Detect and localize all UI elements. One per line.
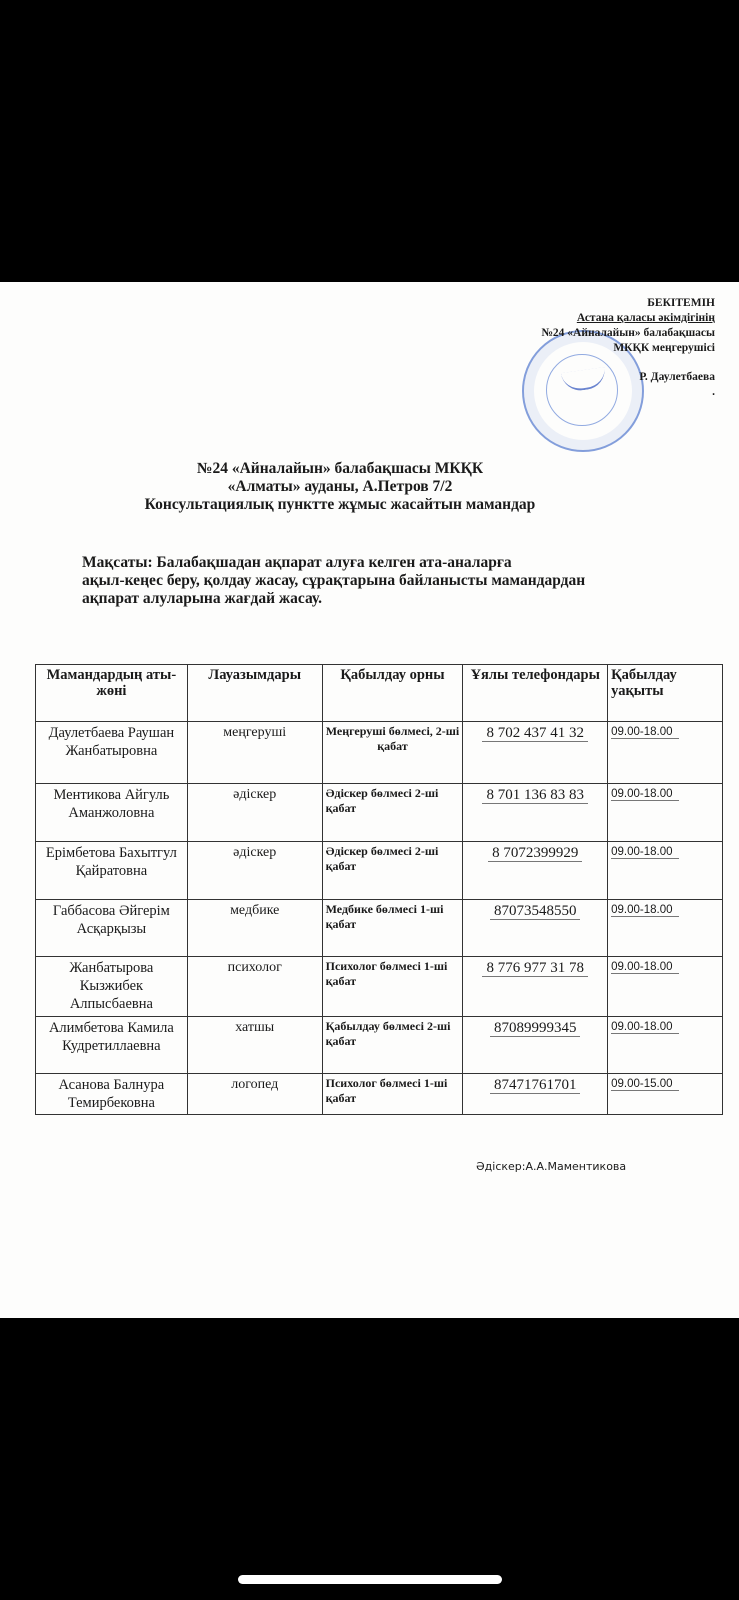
- goal-line-1: Мақсаты: Балабақшадан ақпарат алуға келген ата-аналарға: [82, 554, 512, 571]
- cell-phone: [463, 1017, 608, 1074]
- goal-line-3: ақпарат алуларына жағдай жасау.: [82, 590, 323, 607]
- cell-phone: [463, 957, 608, 1017]
- table-header-row: [36, 665, 723, 722]
- time-value: 09.00-18.00: [611, 846, 678, 859]
- cell-room: Әдіскер бөлмесі 2-ші қабат: [322, 842, 463, 900]
- table-row: [36, 900, 723, 957]
- cell-room: Психолог бөлмесі 1-ші қабат: [322, 957, 463, 1017]
- cell-time: [608, 1074, 723, 1115]
- document-page: [0, 282, 739, 1318]
- cell-position: хатшы: [187, 1017, 322, 1074]
- cell-position: әдіскер: [187, 784, 322, 842]
- header-time: Қабылдау уақыты: [608, 665, 723, 722]
- cell-room: Меңгеруші бөлмесі, 2-ші қабат: [322, 722, 463, 784]
- goal-line-2: ақыл-кеңес беру, қолдау жасау, сұрақтарына байланысты мамандардан: [82, 572, 586, 589]
- time-value: 09.00-18.00: [611, 1021, 678, 1034]
- cell-time: [608, 957, 723, 1017]
- cell-name: Алимбетова Камила Кудретиллаевна: [36, 1017, 188, 1074]
- cell-phone: [463, 842, 608, 900]
- table-row: [36, 784, 723, 842]
- table-row: [36, 722, 723, 784]
- table-row: [36, 842, 723, 900]
- approval-line-2: №24 «Айналайын» балабақшасы: [541, 327, 715, 339]
- approval-heading: БЕКІТЕМІН: [647, 297, 715, 309]
- staff-table: [35, 664, 723, 1115]
- cell-time: [608, 784, 723, 842]
- approval-signatory: Р. Даулетбаева: [639, 371, 715, 383]
- approval-line-3: МКҚК меңгерушісі: [613, 342, 715, 354]
- cell-name: Ментикова Айгуль Аманжоловна: [36, 784, 188, 842]
- phone-number: 8 701 136 83 83: [482, 787, 588, 804]
- cell-time: [608, 842, 723, 900]
- cell-position: логопед: [187, 1074, 322, 1115]
- cell-position: меңгеруші: [187, 722, 322, 784]
- cell-time: [608, 900, 723, 957]
- methodologist-signature: Әдіскер:А.А.Маментикова: [476, 1160, 627, 1173]
- time-value: 09.00-18.00: [611, 788, 678, 801]
- cell-name: Асанова Балнура Темирбековна: [36, 1074, 188, 1115]
- title-line-1: №24 «Айналайын» балабақшасы МКҚК: [196, 460, 484, 477]
- time-value: 09.00-15.00: [611, 1078, 678, 1091]
- header-room: Қабылдау орны: [322, 665, 463, 722]
- cell-room: Қабылдау бөлмесі 2-ші қабат: [322, 1017, 463, 1074]
- cell-name: Жанбатырова Кызжибек Алпысбаевна: [36, 957, 188, 1017]
- approval-dot: .: [712, 386, 715, 398]
- approval-block: [541, 296, 715, 400]
- title-line-3: Консультациялық пунктте жұмыс жасайтын мамандар: [144, 496, 536, 513]
- cell-room: Әдіскер бөлмесі 2-ші қабат: [322, 784, 463, 842]
- cell-phone: [463, 900, 608, 957]
- phone-number: 8 776 977 31 78: [482, 960, 588, 977]
- cell-room: Психолог бөлмесі 1-ші қабат: [322, 1074, 463, 1115]
- phone-number: 8 7072399929: [488, 845, 582, 862]
- table-row: [36, 1017, 723, 1074]
- document-title: [110, 460, 570, 514]
- approval-line-1: Астана қаласы әкімдігінің: [576, 312, 715, 324]
- cell-name: Габбасова Әйгерім Асқарқызы: [36, 900, 188, 957]
- phone-number: 87073548550: [490, 903, 581, 920]
- cell-position: медбике: [187, 900, 322, 957]
- cell-position: әдіскер: [187, 842, 322, 900]
- cell-phone: [463, 784, 608, 842]
- phone-number: 87089999345: [490, 1020, 581, 1037]
- table-row: [36, 957, 723, 1017]
- phone-number: 87471761701: [490, 1077, 581, 1094]
- header-phone: Ұялы телефондары: [463, 665, 608, 722]
- cell-name: Ерімбетова Бахытгул Қайратовна: [36, 842, 188, 900]
- header-position: Лауазымдары: [187, 665, 322, 722]
- cell-phone: [463, 722, 608, 784]
- time-value: 09.00-18.00: [611, 961, 678, 974]
- table-row: [36, 1074, 723, 1115]
- cell-position: психолог: [187, 957, 322, 1017]
- phone-number: 8 702 437 41 32: [482, 725, 588, 742]
- cell-time: [608, 1017, 723, 1074]
- cell-phone: [463, 1074, 608, 1115]
- goal-paragraph: [82, 554, 682, 608]
- title-line-2: «Алматы» ауданы, А.Петров 7/2: [227, 478, 453, 495]
- cell-name: Даулетбаева Раушан Жанбатыровна: [36, 722, 188, 784]
- cell-room: Медбике бөлмесі 1-ші қабат: [322, 900, 463, 957]
- home-indicator[interactable]: [238, 1575, 502, 1584]
- time-value: 09.00-18.00: [611, 904, 678, 917]
- time-value: 09.00-18.00: [611, 726, 678, 739]
- cell-time: [608, 722, 723, 784]
- header-name: Мамандардың аты-жөні: [36, 665, 188, 722]
